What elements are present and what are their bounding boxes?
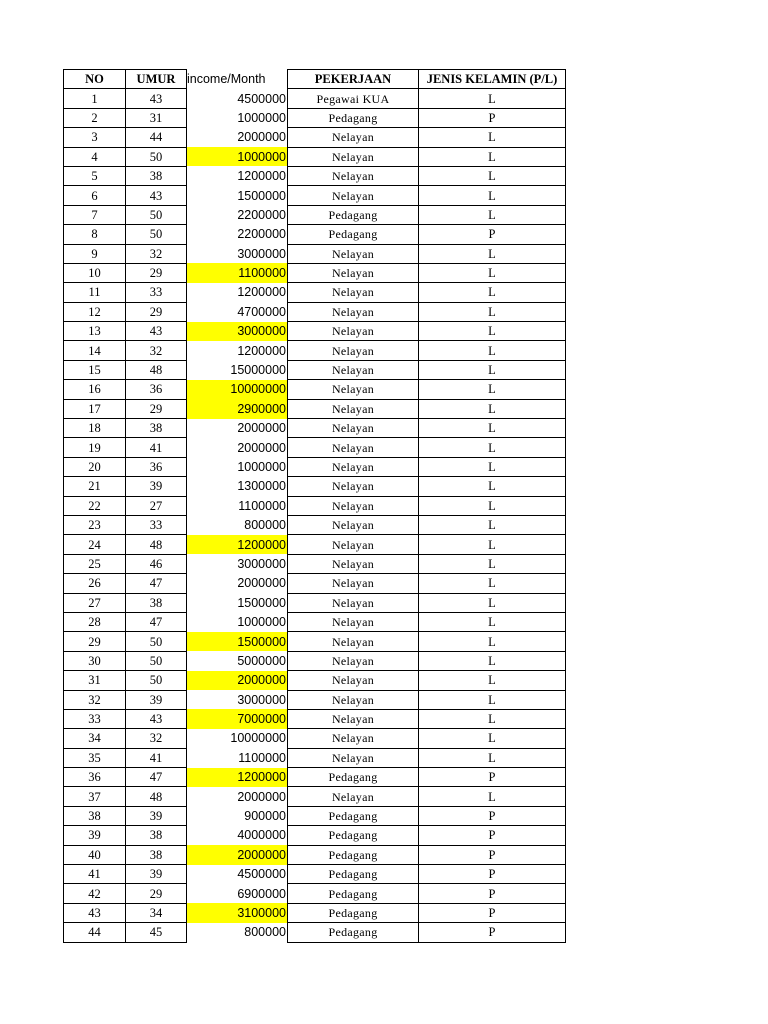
cell-jenis-kelamin[interactable]: L (419, 205, 566, 224)
cell-no[interactable]: 36 (64, 768, 126, 787)
cell-jenis-kelamin[interactable]: P (419, 108, 566, 127)
cell-pekerjaan[interactable]: Nelayan (288, 671, 419, 690)
table-row (64, 535, 566, 554)
cell-umur[interactable]: 33 (126, 515, 187, 534)
cell-pekerjaan[interactable]: Pedagang (288, 806, 419, 825)
header-no[interactable]: NO (64, 70, 126, 89)
cell-no[interactable]: 18 (64, 419, 126, 438)
cell-umur[interactable]: 38 (126, 826, 187, 845)
cell-umur[interactable]: 50 (126, 632, 187, 651)
table-row (64, 574, 566, 593)
cell-pekerjaan[interactable]: Nelayan (288, 690, 419, 709)
cell-income[interactable]: 15000000 (230, 363, 286, 378)
cell-pekerjaan[interactable]: Nelayan (288, 709, 419, 728)
cell-income[interactable]: 1100000 (238, 750, 286, 765)
cell-jenis-kelamin[interactable]: L (419, 651, 566, 670)
table-row (64, 283, 566, 302)
data-table (63, 69, 566, 943)
cell-no[interactable]: 2 (64, 108, 126, 127)
cell-no[interactable]: 7 (64, 205, 126, 224)
cell-pekerjaan[interactable]: Nelayan (288, 283, 419, 302)
cell-no[interactable]: 23 (64, 515, 126, 534)
table-row (64, 263, 566, 282)
cell-pekerjaan[interactable]: Pedagang (288, 903, 419, 922)
cell-no[interactable]: 25 (64, 554, 126, 573)
table-row (64, 147, 566, 166)
cell-income[interactable]: 10000000 (230, 731, 286, 746)
cell-income[interactable]: 3100000 (187, 903, 288, 922)
cell-umur[interactable]: 41 (126, 438, 187, 457)
cell-umur[interactable]: 44 (126, 128, 187, 147)
cell-umur[interactable]: 38 (126, 419, 187, 438)
cell-income[interactable]: 2000000 (237, 440, 286, 455)
cell-jenis-kelamin[interactable]: L (419, 283, 566, 302)
cell-income[interactable]: 900000 (244, 809, 286, 824)
table-row (64, 923, 566, 942)
cell-jenis-kelamin[interactable]: P (419, 903, 566, 922)
table-row (64, 166, 566, 185)
cell-no[interactable]: 9 (64, 244, 126, 263)
cell-pekerjaan[interactable]: Nelayan (288, 593, 419, 612)
cell-no[interactable]: 29 (64, 632, 126, 651)
cell-no[interactable]: 42 (64, 884, 126, 903)
cell-pekerjaan[interactable]: Nelayan (288, 496, 419, 515)
cell-no[interactable]: 11 (64, 283, 126, 302)
table-row (64, 651, 566, 670)
header-umur[interactable]: UMUR (126, 70, 187, 89)
cell-umur[interactable]: 43 (126, 89, 187, 108)
cell-umur[interactable]: 50 (126, 671, 187, 690)
cell-jenis-kelamin[interactable]: L (419, 690, 566, 709)
cell-pekerjaan[interactable]: Pegawai KUA (288, 89, 419, 108)
cell-income[interactable]: 4500000 (237, 91, 286, 106)
cell-no[interactable]: 30 (64, 651, 126, 670)
cell-jenis-kelamin[interactable]: P (419, 826, 566, 845)
cell-income[interactable]: 6900000 (237, 886, 286, 901)
cell-no[interactable]: 14 (64, 341, 126, 360)
cell-umur[interactable]: 31 (126, 108, 187, 127)
cell-jenis-kelamin[interactable]: L (419, 128, 566, 147)
cell-pekerjaan[interactable]: Nelayan (288, 632, 419, 651)
cell-umur[interactable]: 33 (126, 283, 187, 302)
cell-umur[interactable]: 39 (126, 806, 187, 825)
table-row (64, 399, 566, 418)
cell-income[interactable]: 3000000 (237, 556, 286, 571)
cell-no[interactable]: 38 (64, 806, 126, 825)
cell-jenis-kelamin[interactable]: L (419, 554, 566, 573)
cell-umur[interactable]: 36 (126, 457, 187, 476)
cell-jenis-kelamin[interactable]: L (419, 671, 566, 690)
cell-no[interactable]: 43 (64, 903, 126, 922)
cell-income[interactable]: 7000000 (187, 709, 288, 728)
cell-no[interactable]: 5 (64, 166, 126, 185)
cell-no[interactable]: 21 (64, 477, 126, 496)
cell-pekerjaan[interactable]: Pedagang (288, 225, 419, 244)
cell-no[interactable]: 28 (64, 612, 126, 631)
cell-jenis-kelamin[interactable]: L (419, 496, 566, 515)
table-row (64, 515, 566, 534)
cell-no[interactable]: 34 (64, 729, 126, 748)
cell-pekerjaan[interactable]: Pedagang (288, 865, 419, 884)
cell-no[interactable]: 17 (64, 399, 126, 418)
cell-jenis-kelamin[interactable]: L (419, 709, 566, 728)
cell-pekerjaan[interactable]: Nelayan (288, 147, 419, 166)
cell-pekerjaan[interactable]: Nelayan (288, 651, 419, 670)
cell-umur[interactable]: 46 (126, 554, 187, 573)
cell-no[interactable]: 16 (64, 380, 126, 399)
cell-income[interactable]: 1500000 (237, 595, 286, 610)
cell-umur[interactable]: 39 (126, 865, 187, 884)
cell-no[interactable]: 20 (64, 457, 126, 476)
cell-pekerjaan[interactable]: Nelayan (288, 457, 419, 476)
cell-no[interactable]: 13 (64, 322, 126, 341)
table-row (64, 360, 566, 379)
table-row (64, 477, 566, 496)
cell-pekerjaan[interactable]: Nelayan (288, 574, 419, 593)
table-row (64, 903, 566, 922)
cell-pekerjaan[interactable]: Nelayan (288, 166, 419, 185)
cell-jenis-kelamin[interactable]: L (419, 593, 566, 612)
cell-income[interactable]: 2200000 (237, 227, 286, 242)
table-row (64, 438, 566, 457)
cell-no[interactable]: 3 (64, 128, 126, 147)
cell-no[interactable]: 1 (64, 89, 126, 108)
cell-umur[interactable]: 48 (126, 360, 187, 379)
cell-income[interactable]: 2000000 (237, 789, 286, 804)
table-row (64, 709, 566, 728)
cell-jenis-kelamin[interactable]: L (419, 515, 566, 534)
cell-jenis-kelamin[interactable]: L (419, 263, 566, 282)
table-row (64, 419, 566, 438)
cell-income[interactable]: 1000000 (187, 147, 288, 166)
cell-umur[interactable]: 39 (126, 477, 187, 496)
cell-jenis-kelamin[interactable]: P (419, 923, 566, 942)
cell-jenis-kelamin[interactable]: L (419, 166, 566, 185)
cell-no[interactable]: 44 (64, 923, 126, 942)
cell-umur[interactable]: 29 (126, 884, 187, 903)
cell-pekerjaan[interactable]: Pedagang (288, 826, 419, 845)
cell-umur[interactable]: 32 (126, 244, 187, 263)
cell-umur[interactable]: 27 (126, 496, 187, 515)
table-row (64, 554, 566, 573)
header-income[interactable]: income/Month (187, 72, 266, 87)
cell-income[interactable]: 1100000 (187, 263, 288, 282)
cell-no[interactable]: 24 (64, 535, 126, 554)
cell-umur[interactable]: 50 (126, 225, 187, 244)
table-row (64, 845, 566, 864)
cell-pekerjaan[interactable]: Pedagang (288, 884, 419, 903)
table-row (64, 729, 566, 748)
cell-pekerjaan[interactable]: Nelayan (288, 438, 419, 457)
cell-pekerjaan[interactable]: Nelayan (288, 263, 419, 282)
table-row (64, 457, 566, 476)
table-row (64, 89, 566, 108)
cell-jenis-kelamin[interactable]: L (419, 399, 566, 418)
cell-income[interactable]: 1000000 (237, 460, 286, 474)
cell-jenis-kelamin[interactable]: P (419, 845, 566, 864)
table-row (64, 865, 566, 884)
cell-umur[interactable]: 48 (126, 535, 187, 554)
cell-no[interactable]: 41 (64, 865, 126, 884)
cell-pekerjaan[interactable]: Nelayan (288, 477, 419, 496)
header-row (64, 70, 566, 89)
table-row (64, 826, 566, 845)
cell-no[interactable]: 39 (64, 826, 126, 845)
cell-pekerjaan[interactable]: Pedagang (288, 205, 419, 224)
table-row (64, 108, 566, 127)
cell-pekerjaan[interactable]: Nelayan (288, 399, 419, 418)
cell-pekerjaan[interactable]: Nelayan (288, 186, 419, 205)
cell-income[interactable]: 1200000 (237, 343, 286, 358)
cell-pekerjaan[interactable]: Nelayan (288, 380, 419, 399)
table-row (64, 380, 566, 399)
cell-umur[interactable]: 50 (126, 651, 187, 670)
cell-umur[interactable]: 39 (126, 690, 187, 709)
cell-no[interactable]: 35 (64, 748, 126, 767)
cell-pekerjaan[interactable]: Nelayan (288, 244, 419, 263)
cell-pekerjaan[interactable]: Nelayan (288, 515, 419, 534)
cell-pekerjaan[interactable]: Nelayan (288, 419, 419, 438)
table-row (64, 690, 566, 709)
cell-umur[interactable]: 29 (126, 263, 187, 282)
cell-no[interactable]: 32 (64, 690, 126, 709)
cell-income[interactable]: 2000000 (187, 671, 288, 690)
cell-umur[interactable]: 34 (126, 903, 187, 922)
cell-no[interactable]: 8 (64, 225, 126, 244)
cell-umur[interactable]: 41 (126, 748, 187, 767)
cell-umur[interactable]: 32 (126, 729, 187, 748)
cell-no[interactable]: 26 (64, 574, 126, 593)
cell-jenis-kelamin[interactable]: L (419, 302, 566, 321)
table-row (64, 496, 566, 515)
table-row (64, 225, 566, 244)
cell-income[interactable]: 1100000 (238, 498, 286, 513)
table-row (64, 787, 566, 806)
cell-jenis-kelamin[interactable]: L (419, 360, 566, 379)
cell-jenis-kelamin[interactable]: L (419, 748, 566, 767)
table-row (64, 593, 566, 612)
cell-no[interactable]: 22 (64, 496, 126, 515)
cell-income[interactable]: 1000000 (237, 110, 286, 125)
cell-jenis-kelamin[interactable]: L (419, 244, 566, 263)
table-row (64, 806, 566, 825)
cell-jenis-kelamin[interactable]: L (419, 574, 566, 593)
table-row (64, 768, 566, 787)
cell-jenis-kelamin[interactable]: L (419, 186, 566, 205)
cell-pekerjaan[interactable]: Nelayan (288, 554, 419, 573)
cell-pekerjaan[interactable]: Nelayan (288, 729, 419, 748)
cell-no[interactable]: 40 (64, 845, 126, 864)
cell-income[interactable]: 1200000 (187, 768, 288, 787)
cell-umur[interactable]: 50 (126, 147, 187, 166)
cell-income[interactable]: 2000000 (237, 130, 286, 145)
cell-no[interactable]: 37 (64, 787, 126, 806)
cell-income[interactable]: 2900000 (187, 399, 288, 418)
cell-income[interactable]: 1200000 (187, 535, 288, 554)
cell-umur[interactable]: 38 (126, 845, 187, 864)
table-row (64, 302, 566, 321)
cell-income[interactable]: 1300000 (237, 479, 286, 494)
cell-jenis-kelamin[interactable]: L (419, 477, 566, 496)
cell-income[interactable]: 2200000 (237, 207, 286, 222)
table-row (64, 884, 566, 903)
table-row (64, 322, 566, 341)
table-row (64, 748, 566, 767)
cell-income[interactable]: 1000000 (237, 615, 286, 630)
cell-income[interactable]: 10000000 (187, 380, 288, 399)
cell-jenis-kelamin[interactable]: L (419, 632, 566, 651)
cell-pekerjaan[interactable]: Nelayan (288, 748, 419, 767)
cell-income[interactable]: 2000000 (237, 576, 286, 591)
cell-pekerjaan[interactable]: Nelayan (288, 612, 419, 631)
cell-jenis-kelamin[interactable]: L (419, 612, 566, 631)
table-row (64, 128, 566, 147)
cell-income[interactable]: 1200000 (237, 169, 286, 184)
cell-umur[interactable]: 48 (126, 787, 187, 806)
cell-income[interactable]: 3000000 (237, 692, 286, 707)
cell-pekerjaan[interactable]: Nelayan (288, 535, 419, 554)
cell-umur[interactable]: 43 (126, 186, 187, 205)
cell-income[interactable]: 4000000 (237, 828, 286, 843)
cell-no[interactable]: 15 (64, 360, 126, 379)
cell-no[interactable]: 19 (64, 438, 126, 457)
header-jenis-kelamin[interactable]: JENIS KELAMIN (P/L) (419, 70, 566, 89)
cell-income[interactable]: 2000000 (237, 421, 286, 436)
cell-income[interactable]: 1200000 (237, 285, 286, 300)
cell-jenis-kelamin[interactable]: P (419, 806, 566, 825)
cell-jenis-kelamin[interactable]: L (419, 89, 566, 108)
cell-no[interactable]: 6 (64, 186, 126, 205)
cell-umur[interactable]: 32 (126, 341, 187, 360)
cell-umur[interactable]: 36 (126, 380, 187, 399)
cell-jenis-kelamin[interactable]: L (419, 787, 566, 806)
cell-income[interactable]: 4500000 (237, 867, 286, 882)
cell-jenis-kelamin[interactable]: P (419, 884, 566, 903)
cell-pekerjaan[interactable]: Nelayan (288, 360, 419, 379)
cell-income[interactable]: 3000000 (237, 246, 286, 261)
cell-income[interactable]: 1500000 (237, 188, 286, 203)
cell-jenis-kelamin[interactable]: L (419, 457, 566, 476)
cell-pekerjaan[interactable]: Nelayan (288, 787, 419, 806)
cell-pekerjaan[interactable]: Nelayan (288, 322, 419, 341)
cell-umur[interactable]: 43 (126, 709, 187, 728)
table-row (64, 205, 566, 224)
cell-jenis-kelamin[interactable]: L (419, 147, 566, 166)
cell-umur[interactable]: 50 (126, 205, 187, 224)
cell-umur[interactable]: 45 (126, 923, 187, 942)
cell-umur[interactable]: 47 (126, 768, 187, 787)
table-row (64, 244, 566, 263)
cell-no[interactable]: 4 (64, 147, 126, 166)
cell-pekerjaan[interactable]: Pedagang (288, 845, 419, 864)
cell-pekerjaan[interactable]: Pedagang (288, 923, 419, 942)
cell-no[interactable]: 27 (64, 593, 126, 612)
cell-no[interactable]: 33 (64, 709, 126, 728)
cell-income[interactable]: 800000 (244, 925, 286, 940)
cell-pekerjaan[interactable]: Nelayan (288, 302, 419, 321)
cell-income[interactable]: 5000000 (237, 653, 286, 668)
cell-jenis-kelamin[interactable]: L (419, 341, 566, 360)
cell-no[interactable]: 31 (64, 671, 126, 690)
cell-umur[interactable]: 47 (126, 574, 187, 593)
cell-jenis-kelamin[interactable]: L (419, 729, 566, 748)
cell-jenis-kelamin[interactable]: P (419, 768, 566, 787)
cell-umur[interactable]: 38 (126, 166, 187, 185)
cell-umur[interactable]: 29 (126, 302, 187, 321)
cell-pekerjaan[interactable]: Pedagang (288, 768, 419, 787)
cell-income[interactable]: 4700000 (237, 304, 286, 319)
cell-jenis-kelamin[interactable]: L (419, 322, 566, 341)
cell-pekerjaan[interactable]: Nelayan (288, 128, 419, 147)
cell-jenis-kelamin[interactable]: P (419, 865, 566, 884)
table-row (64, 341, 566, 360)
cell-pekerjaan[interactable]: Pedagang (288, 108, 419, 127)
cell-jenis-kelamin[interactable]: L (419, 419, 566, 438)
cell-income[interactable]: 2000000 (187, 845, 288, 864)
cell-umur[interactable]: 47 (126, 612, 187, 631)
cell-income[interactable]: 800000 (244, 518, 286, 533)
cell-jenis-kelamin[interactable]: L (419, 535, 566, 554)
cell-no[interactable]: 10 (64, 263, 126, 282)
cell-umur[interactable]: 38 (126, 593, 187, 612)
table-row (64, 632, 566, 651)
cell-umur[interactable]: 29 (126, 399, 187, 418)
cell-pekerjaan[interactable]: Nelayan (288, 341, 419, 360)
cell-jenis-kelamin[interactable]: L (419, 438, 566, 457)
cell-income[interactable]: 3000000 (187, 322, 288, 341)
cell-jenis-kelamin[interactable]: P (419, 225, 566, 244)
cell-umur[interactable]: 43 (126, 322, 187, 341)
table-row (64, 186, 566, 205)
cell-income[interactable]: 1500000 (187, 632, 288, 651)
header-pekerjaan[interactable]: PEKERJAAN (288, 70, 419, 89)
cell-jenis-kelamin[interactable]: L (419, 380, 566, 399)
table-row (64, 671, 566, 690)
table-row (64, 612, 566, 631)
cell-no[interactable]: 12 (64, 302, 126, 321)
table-body (64, 89, 566, 942)
